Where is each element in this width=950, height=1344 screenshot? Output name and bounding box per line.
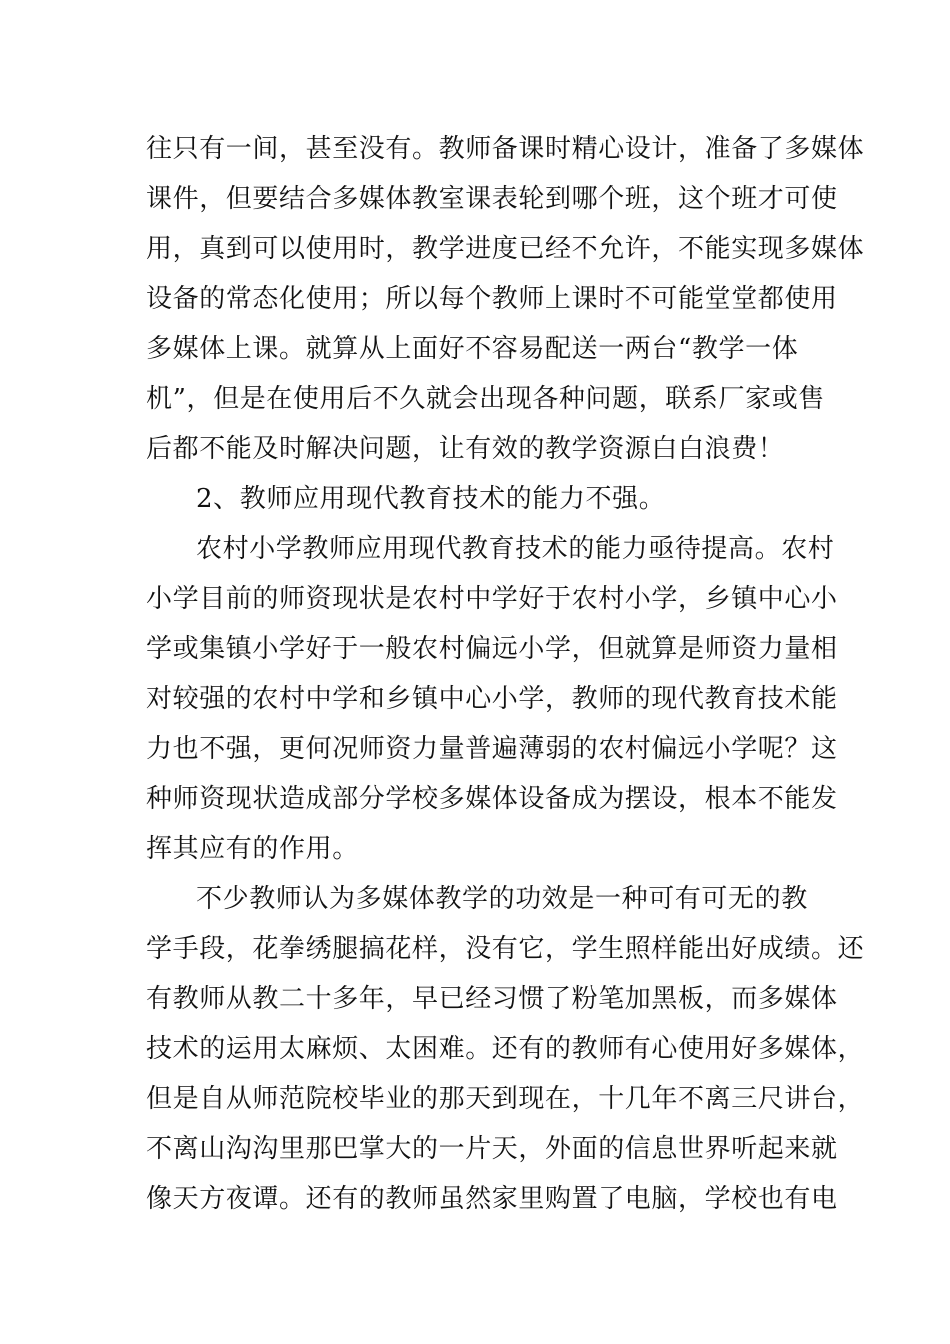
- paragraph-line: 对较强的农村中学和乡镇中心小学，教师的现代教育技术能: [146, 684, 838, 714]
- paragraph-line: 多媒体上课。就算从上面好不容易配送一两台“教学一体: [146, 334, 799, 364]
- paragraph-line: 小学目前的师资现状是农村中学好于农村小学，乡镇中心小: [146, 584, 838, 614]
- section-heading: 2、教师应用现代教育技术的能力不强。: [196, 484, 666, 514]
- paragraph-line: 机”，但是在使用后不久就会出现各种问题，联系厂家或售: [146, 384, 825, 414]
- paragraph-line: 学或集镇小学好于一般农村偏远小学，但就算是师资力量相: [146, 634, 838, 664]
- paragraph-line: 力也不强，更何况师资力量普遍薄弱的农村偏远小学呢？这: [146, 734, 838, 764]
- paragraph-line: 往只有一间，甚至没有。教师备课时精心设计，准备了多媒体: [146, 134, 865, 164]
- paragraph-line: 用，真到可以使用时，教学进度已经不允许，不能实现多媒体: [146, 234, 865, 264]
- paragraph-line: 挥其应有的作用。: [146, 834, 359, 864]
- paragraph-line: 后都不能及时解决问题，让有效的教学资源白白浪费！: [146, 434, 785, 464]
- paragraph-line: 种师资现状造成部分学校多媒体设备成为摆设，根本不能发: [146, 784, 838, 814]
- paragraph-line: 学手段，花拳绣腿搞花样，没有它，学生照样能出好成绩。还: [146, 934, 865, 964]
- paragraph-line: 有教师从教二十多年，早已经习惯了粉笔加黑板，而多媒体: [146, 984, 838, 1014]
- paragraph-line: 但是自从师范院校毕业的那天到现在，十几年不离三尺讲台，: [146, 1084, 865, 1114]
- paragraph-line: 不少教师认为多媒体教学的功效是一种可有可无的教: [196, 884, 808, 914]
- paragraph-line: 设备的常态化使用；所以每个教师上课时不可能堂堂都使用: [146, 284, 838, 314]
- paragraph-line: 像天方夜谭。还有的教师虽然家里购置了电脑，学校也有电: [146, 1184, 838, 1214]
- paragraph-line: 课件，但要结合多媒体教室课表轮到哪个班，这个班才可使: [146, 184, 838, 214]
- paragraph-line: 农村小学教师应用现代教育技术的能力亟待提高。农村: [196, 534, 835, 564]
- paragraph-line: 技术的运用太麻烦、太困难。还有的教师有心使用好多媒体，: [146, 1034, 865, 1064]
- paragraph-line: 不离山沟沟里那巴掌大的一片天，外面的信息世界听起来就: [146, 1134, 838, 1164]
